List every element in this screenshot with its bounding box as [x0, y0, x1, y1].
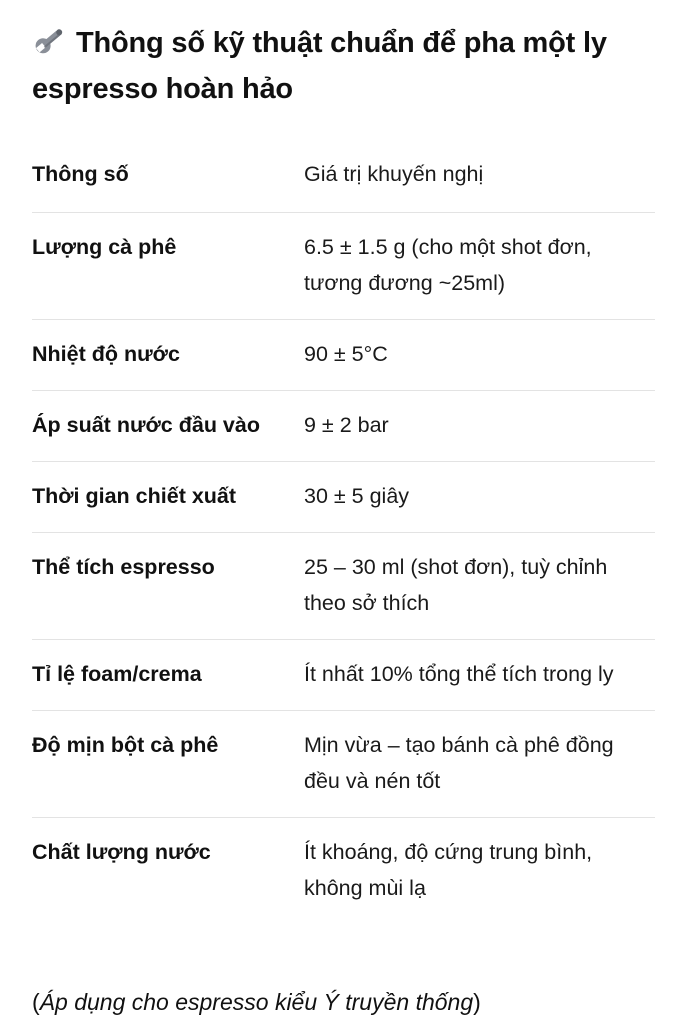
table-body	[32, 213, 655, 925]
table-row	[32, 391, 655, 462]
footnote-close-paren: )	[473, 989, 481, 1015]
wrench-icon	[32, 23, 68, 53]
param-cell: Độ mịn bột cà phê	[32, 733, 219, 757]
table-row	[32, 320, 655, 391]
page-title	[32, 0, 655, 112]
table-row	[32, 533, 655, 640]
param-cell: Thể tích espresso	[32, 555, 215, 579]
param-cell: Lượng cà phê	[32, 235, 177, 259]
column-header-value: Giá trị khuyến nghị	[304, 162, 484, 186]
value-cell: 25 – 30 ml (shot đơn), tuỳ chỉnh theo sở thích	[304, 555, 608, 615]
value-cell: 30 ± 5 giây	[304, 484, 410, 508]
spec-table	[32, 148, 655, 924]
column-header-parameter: Thông số	[32, 162, 129, 186]
table-row	[32, 711, 655, 818]
table-row	[32, 818, 655, 925]
param-cell: Chất lượng nước	[32, 840, 211, 864]
value-cell: 6.5 ± 1.5 g (cho một shot đơn, tương đương ~25ml)	[304, 235, 592, 295]
param-cell: Áp suất nước đầu vào	[32, 413, 260, 437]
page-title-text: Thông số kỹ thuật chuẩn để pha một ly espresso hoàn hảo	[32, 27, 607, 105]
value-cell: 90 ± 5°C	[304, 342, 388, 366]
value-cell: Ít khoáng, độ cứng trung bình, không mùi lạ	[304, 840, 593, 900]
table-row	[32, 640, 655, 711]
param-cell: Nhiệt độ nước	[32, 342, 180, 366]
table-header-row	[32, 148, 655, 213]
table-row	[32, 213, 655, 320]
param-cell: Tỉ lệ foam/crema	[32, 662, 202, 686]
footnote-text: Áp dụng cho espresso kiểu Ý truyền thống	[39, 989, 474, 1015]
param-cell: Thời gian chiết xuất	[32, 484, 237, 508]
footnote	[32, 984, 481, 1020]
value-cell: 9 ± 2 bar	[304, 413, 389, 437]
table-header	[32, 148, 655, 213]
footnote-open-paren: (	[32, 989, 40, 1015]
value-cell: Mịn vừa – tạo bánh cà phê đồng đều và nén tốt	[304, 733, 614, 793]
table-row	[32, 462, 655, 533]
value-cell: Ít nhất 10% tổng thể tích trong ly	[304, 662, 614, 686]
